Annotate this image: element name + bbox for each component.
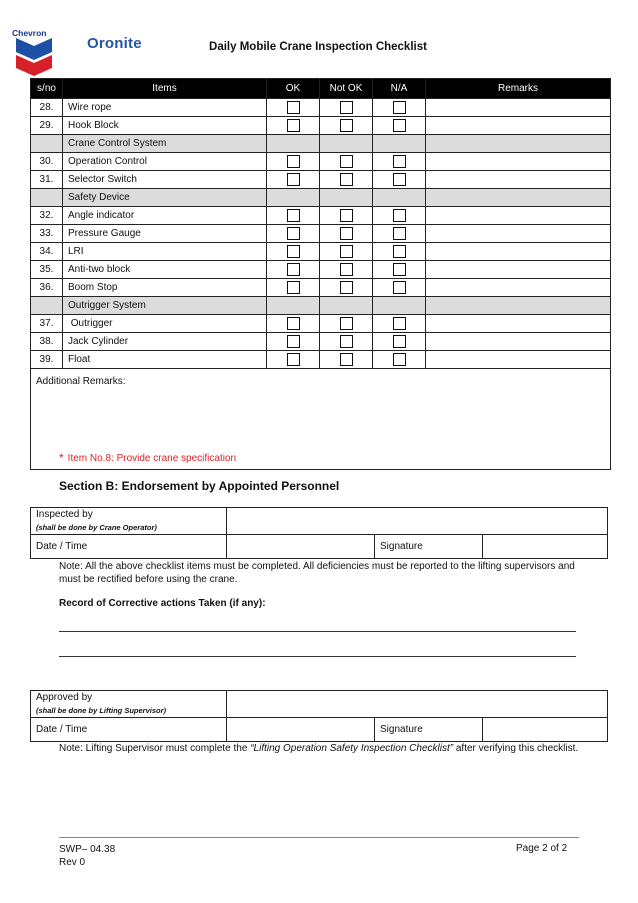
na-cell xyxy=(373,261,426,279)
section-notok-cell xyxy=(320,297,373,315)
ok-checkbox[interactable] xyxy=(287,173,300,186)
na-checkbox[interactable] xyxy=(393,263,406,276)
na-checkbox[interactable] xyxy=(393,173,406,186)
approved-by-subtext: (shall be done by Lifting Supervisor) xyxy=(36,706,167,715)
item-label: LRI xyxy=(63,243,267,261)
na-cell xyxy=(373,333,426,351)
item-number: 31. xyxy=(31,171,63,189)
section-row xyxy=(31,297,611,315)
ok-checkbox[interactable] xyxy=(287,119,300,132)
section-ok-cell xyxy=(267,297,320,315)
table-row xyxy=(31,315,611,333)
footer-divider xyxy=(59,837,579,838)
remarks-field[interactable] xyxy=(426,99,611,117)
ok-checkbox[interactable] xyxy=(287,281,300,294)
remarks-field[interactable] xyxy=(426,243,611,261)
ok-cell xyxy=(267,333,320,351)
approval-date-time-field[interactable] xyxy=(227,718,375,742)
ok-checkbox[interactable] xyxy=(287,209,300,222)
not-ok-checkbox[interactable] xyxy=(340,263,353,276)
footnote-text: Item No.8: Provide crane specification xyxy=(67,453,237,464)
remarks-field[interactable] xyxy=(426,117,611,135)
date-time-field[interactable] xyxy=(227,535,375,559)
ok-cell xyxy=(267,279,320,297)
section-ok-cell xyxy=(267,135,320,153)
section-sno-cell xyxy=(31,135,63,153)
not-ok-cell xyxy=(320,243,373,261)
section-label: Outrigger System xyxy=(63,297,267,315)
section-label: Safety Device xyxy=(63,189,267,207)
inspected-by-subtext: (shall be done by Crane Operator) xyxy=(36,523,157,532)
na-checkbox[interactable] xyxy=(393,281,406,294)
na-checkbox[interactable] xyxy=(393,101,406,114)
footnote-star: * xyxy=(59,451,64,465)
inspected-by-label xyxy=(31,508,227,535)
inspected-by-text: Inspected by xyxy=(36,509,93,520)
section-label: Crane Control System xyxy=(63,135,267,153)
item-number: 29. xyxy=(31,117,63,135)
item-number: 36. xyxy=(31,279,63,297)
corrective-action-line-2[interactable] xyxy=(59,656,576,657)
ok-cell xyxy=(267,153,320,171)
na-checkbox[interactable] xyxy=(393,209,406,222)
approved-by-text: Approved by xyxy=(36,692,93,703)
item-number: 32. xyxy=(31,207,63,225)
remarks-field[interactable] xyxy=(426,153,611,171)
item-number: 39. xyxy=(31,351,63,369)
not-ok-checkbox[interactable] xyxy=(340,353,353,366)
na-checkbox[interactable] xyxy=(393,317,406,330)
ok-cell xyxy=(267,171,320,189)
approval-date-time-label: Date / Time xyxy=(31,718,227,742)
not-ok-cell xyxy=(320,99,373,117)
table-header-row xyxy=(31,79,611,99)
not-ok-cell xyxy=(320,261,373,279)
item-number: 30. xyxy=(31,153,63,171)
item-number: 35. xyxy=(31,261,63,279)
item-number: 33. xyxy=(31,225,63,243)
not-ok-checkbox[interactable] xyxy=(340,101,353,114)
approved-by-field[interactable] xyxy=(227,691,608,718)
table-row xyxy=(31,279,611,297)
section-notok-cell xyxy=(320,135,373,153)
footer-revision: Rev 0 xyxy=(59,857,86,868)
ok-checkbox[interactable] xyxy=(287,245,300,258)
not-ok-checkbox[interactable] xyxy=(340,335,353,348)
na-checkbox[interactable] xyxy=(393,335,406,348)
ok-checkbox[interactable] xyxy=(287,353,300,366)
ok-checkbox[interactable] xyxy=(287,155,300,168)
ok-cell xyxy=(267,243,320,261)
table-row xyxy=(31,225,611,243)
approval-signature-label: Signature xyxy=(375,718,483,742)
item-label: Float xyxy=(63,351,267,369)
not-ok-cell xyxy=(320,207,373,225)
remarks-field[interactable] xyxy=(426,315,611,333)
checklist-table xyxy=(30,78,611,470)
na-checkbox[interactable] xyxy=(393,353,406,366)
table-row xyxy=(31,207,611,225)
na-checkbox[interactable] xyxy=(393,245,406,258)
not-ok-checkbox[interactable] xyxy=(340,245,353,258)
oronite-wordmark: Oronite xyxy=(87,35,142,52)
item-label: Pressure Gauge xyxy=(63,225,267,243)
ok-cell xyxy=(267,99,320,117)
signature-field[interactable] xyxy=(483,535,608,559)
col-header-na: N/A xyxy=(373,79,426,99)
corrective-action-line-1[interactable] xyxy=(59,631,576,632)
section-remarks-cell xyxy=(426,297,611,315)
ok-cell xyxy=(267,315,320,333)
not-ok-cell xyxy=(320,117,373,135)
item-number: 38. xyxy=(31,333,63,351)
na-checkbox[interactable] xyxy=(393,227,406,240)
ok-cell xyxy=(267,207,320,225)
na-cell xyxy=(373,153,426,171)
na-cell xyxy=(373,99,426,117)
note-supervisor xyxy=(59,742,589,755)
note-supervisor-checklist-name: “Lifting Operation Safety Inspection Checklist” xyxy=(250,743,454,754)
na-cell xyxy=(373,225,426,243)
inspected-by-field[interactable] xyxy=(227,508,608,535)
footer-doc-number: SWP– 04.38 xyxy=(59,844,116,855)
item-number: 37. xyxy=(31,315,63,333)
not-ok-checkbox[interactable] xyxy=(340,227,353,240)
footer-page-number: Page 2 of 2 xyxy=(516,843,568,854)
not-ok-cell xyxy=(320,279,373,297)
section-row xyxy=(31,135,611,153)
note-supervisor-prefix: Note: Lifting Supervisor must complete the xyxy=(59,743,251,754)
item-label: Wire rope xyxy=(63,99,267,117)
table-row xyxy=(31,351,611,369)
item-label: Boom Stop xyxy=(63,279,267,297)
item-label: Operation Control xyxy=(63,153,267,171)
na-cell xyxy=(373,243,426,261)
not-ok-cell xyxy=(320,171,373,189)
na-cell xyxy=(373,171,426,189)
chevron-wordmark: Chevron xyxy=(12,28,47,38)
section-row xyxy=(31,189,611,207)
section-notok-cell xyxy=(320,189,373,207)
ok-checkbox[interactable] xyxy=(287,317,300,330)
item-number: 28. xyxy=(31,99,63,117)
ok-checkbox[interactable] xyxy=(287,227,300,240)
col-header-remarks: Remarks xyxy=(426,79,611,99)
section-b-title: Section B: Endorsement by Appointed Personnel xyxy=(59,479,340,493)
section-na-cell xyxy=(373,189,426,207)
section-ok-cell xyxy=(267,189,320,207)
section-remarks-cell xyxy=(426,189,611,207)
ok-cell xyxy=(267,261,320,279)
section-sno-cell xyxy=(31,189,63,207)
page-title: Daily Mobile Crane Inspection Checklist xyxy=(209,41,427,53)
item-label: Angle indicator xyxy=(63,207,267,225)
not-ok-checkbox[interactable] xyxy=(340,173,353,186)
table-row xyxy=(31,333,611,351)
remarks-field[interactable] xyxy=(426,261,611,279)
not-ok-checkbox[interactable] xyxy=(340,209,353,222)
additional-remarks-label: Additional Remarks: xyxy=(36,376,126,387)
section-na-cell xyxy=(373,135,426,153)
signature-label: Signature xyxy=(375,535,483,559)
ok-checkbox[interactable] xyxy=(287,263,300,276)
item-label: Hook Block xyxy=(63,117,267,135)
not-ok-cell xyxy=(320,315,373,333)
item-label: Anti-two block xyxy=(63,261,267,279)
na-cell xyxy=(373,351,426,369)
item-label: Outrigger xyxy=(63,315,267,333)
not-ok-checkbox[interactable] xyxy=(340,281,353,294)
section-remarks-cell xyxy=(426,135,611,153)
table-row xyxy=(31,171,611,189)
approval-signature-field[interactable] xyxy=(483,718,608,742)
table-row xyxy=(31,99,611,117)
remarks-field[interactable] xyxy=(426,225,611,243)
na-checkbox[interactable] xyxy=(393,155,406,168)
item-label: Selector Switch xyxy=(63,171,267,189)
ok-cell xyxy=(267,225,320,243)
item-number: 34. xyxy=(31,243,63,261)
ok-checkbox[interactable] xyxy=(287,101,300,114)
date-time-label: Date / Time xyxy=(31,535,227,559)
col-header-sno: s/no xyxy=(31,79,63,99)
table-row xyxy=(31,261,611,279)
footnote xyxy=(59,450,236,464)
not-ok-cell xyxy=(320,351,373,369)
na-cell xyxy=(373,207,426,225)
record-corrective-title: Record of Corrective actions Taken (if any): xyxy=(59,598,266,609)
table-row xyxy=(31,243,611,261)
na-cell xyxy=(373,279,426,297)
not-ok-checkbox[interactable] xyxy=(340,155,353,168)
item-label: Jack Cylinder xyxy=(63,333,267,351)
na-cell xyxy=(373,315,426,333)
table-row xyxy=(31,153,611,171)
ok-checkbox[interactable] xyxy=(287,335,300,348)
not-ok-cell xyxy=(320,225,373,243)
note-supervisor-suffix: after verifying this checklist. xyxy=(453,743,579,754)
remarks-field[interactable] xyxy=(426,171,611,189)
remarks-field[interactable] xyxy=(426,333,611,351)
col-header-not-ok: Not OK xyxy=(320,79,373,99)
not-ok-checkbox[interactable] xyxy=(340,119,353,132)
inspection-endorsement-table xyxy=(30,507,608,559)
section-sno-cell xyxy=(31,297,63,315)
col-header-ok: OK xyxy=(267,79,320,99)
footer-doc-info xyxy=(59,843,115,869)
note-checklist: Note: All the above checklist items must be completed. All deficiencies must be reported to the lifting supervisors and must be rectified before using the crane. xyxy=(59,561,575,585)
na-checkbox[interactable] xyxy=(393,119,406,132)
remarks-field[interactable] xyxy=(426,207,611,225)
approved-by-label xyxy=(31,691,227,718)
not-ok-cell xyxy=(320,153,373,171)
remarks-field[interactable] xyxy=(426,279,611,297)
not-ok-cell xyxy=(320,333,373,351)
na-cell xyxy=(373,117,426,135)
not-ok-checkbox[interactable] xyxy=(340,317,353,330)
approval-endorsement-table xyxy=(30,690,608,742)
col-header-items: Items xyxy=(63,79,267,99)
ok-cell xyxy=(267,117,320,135)
remarks-field[interactable] xyxy=(426,351,611,369)
ok-cell xyxy=(267,351,320,369)
section-na-cell xyxy=(373,297,426,315)
table-row xyxy=(31,117,611,135)
